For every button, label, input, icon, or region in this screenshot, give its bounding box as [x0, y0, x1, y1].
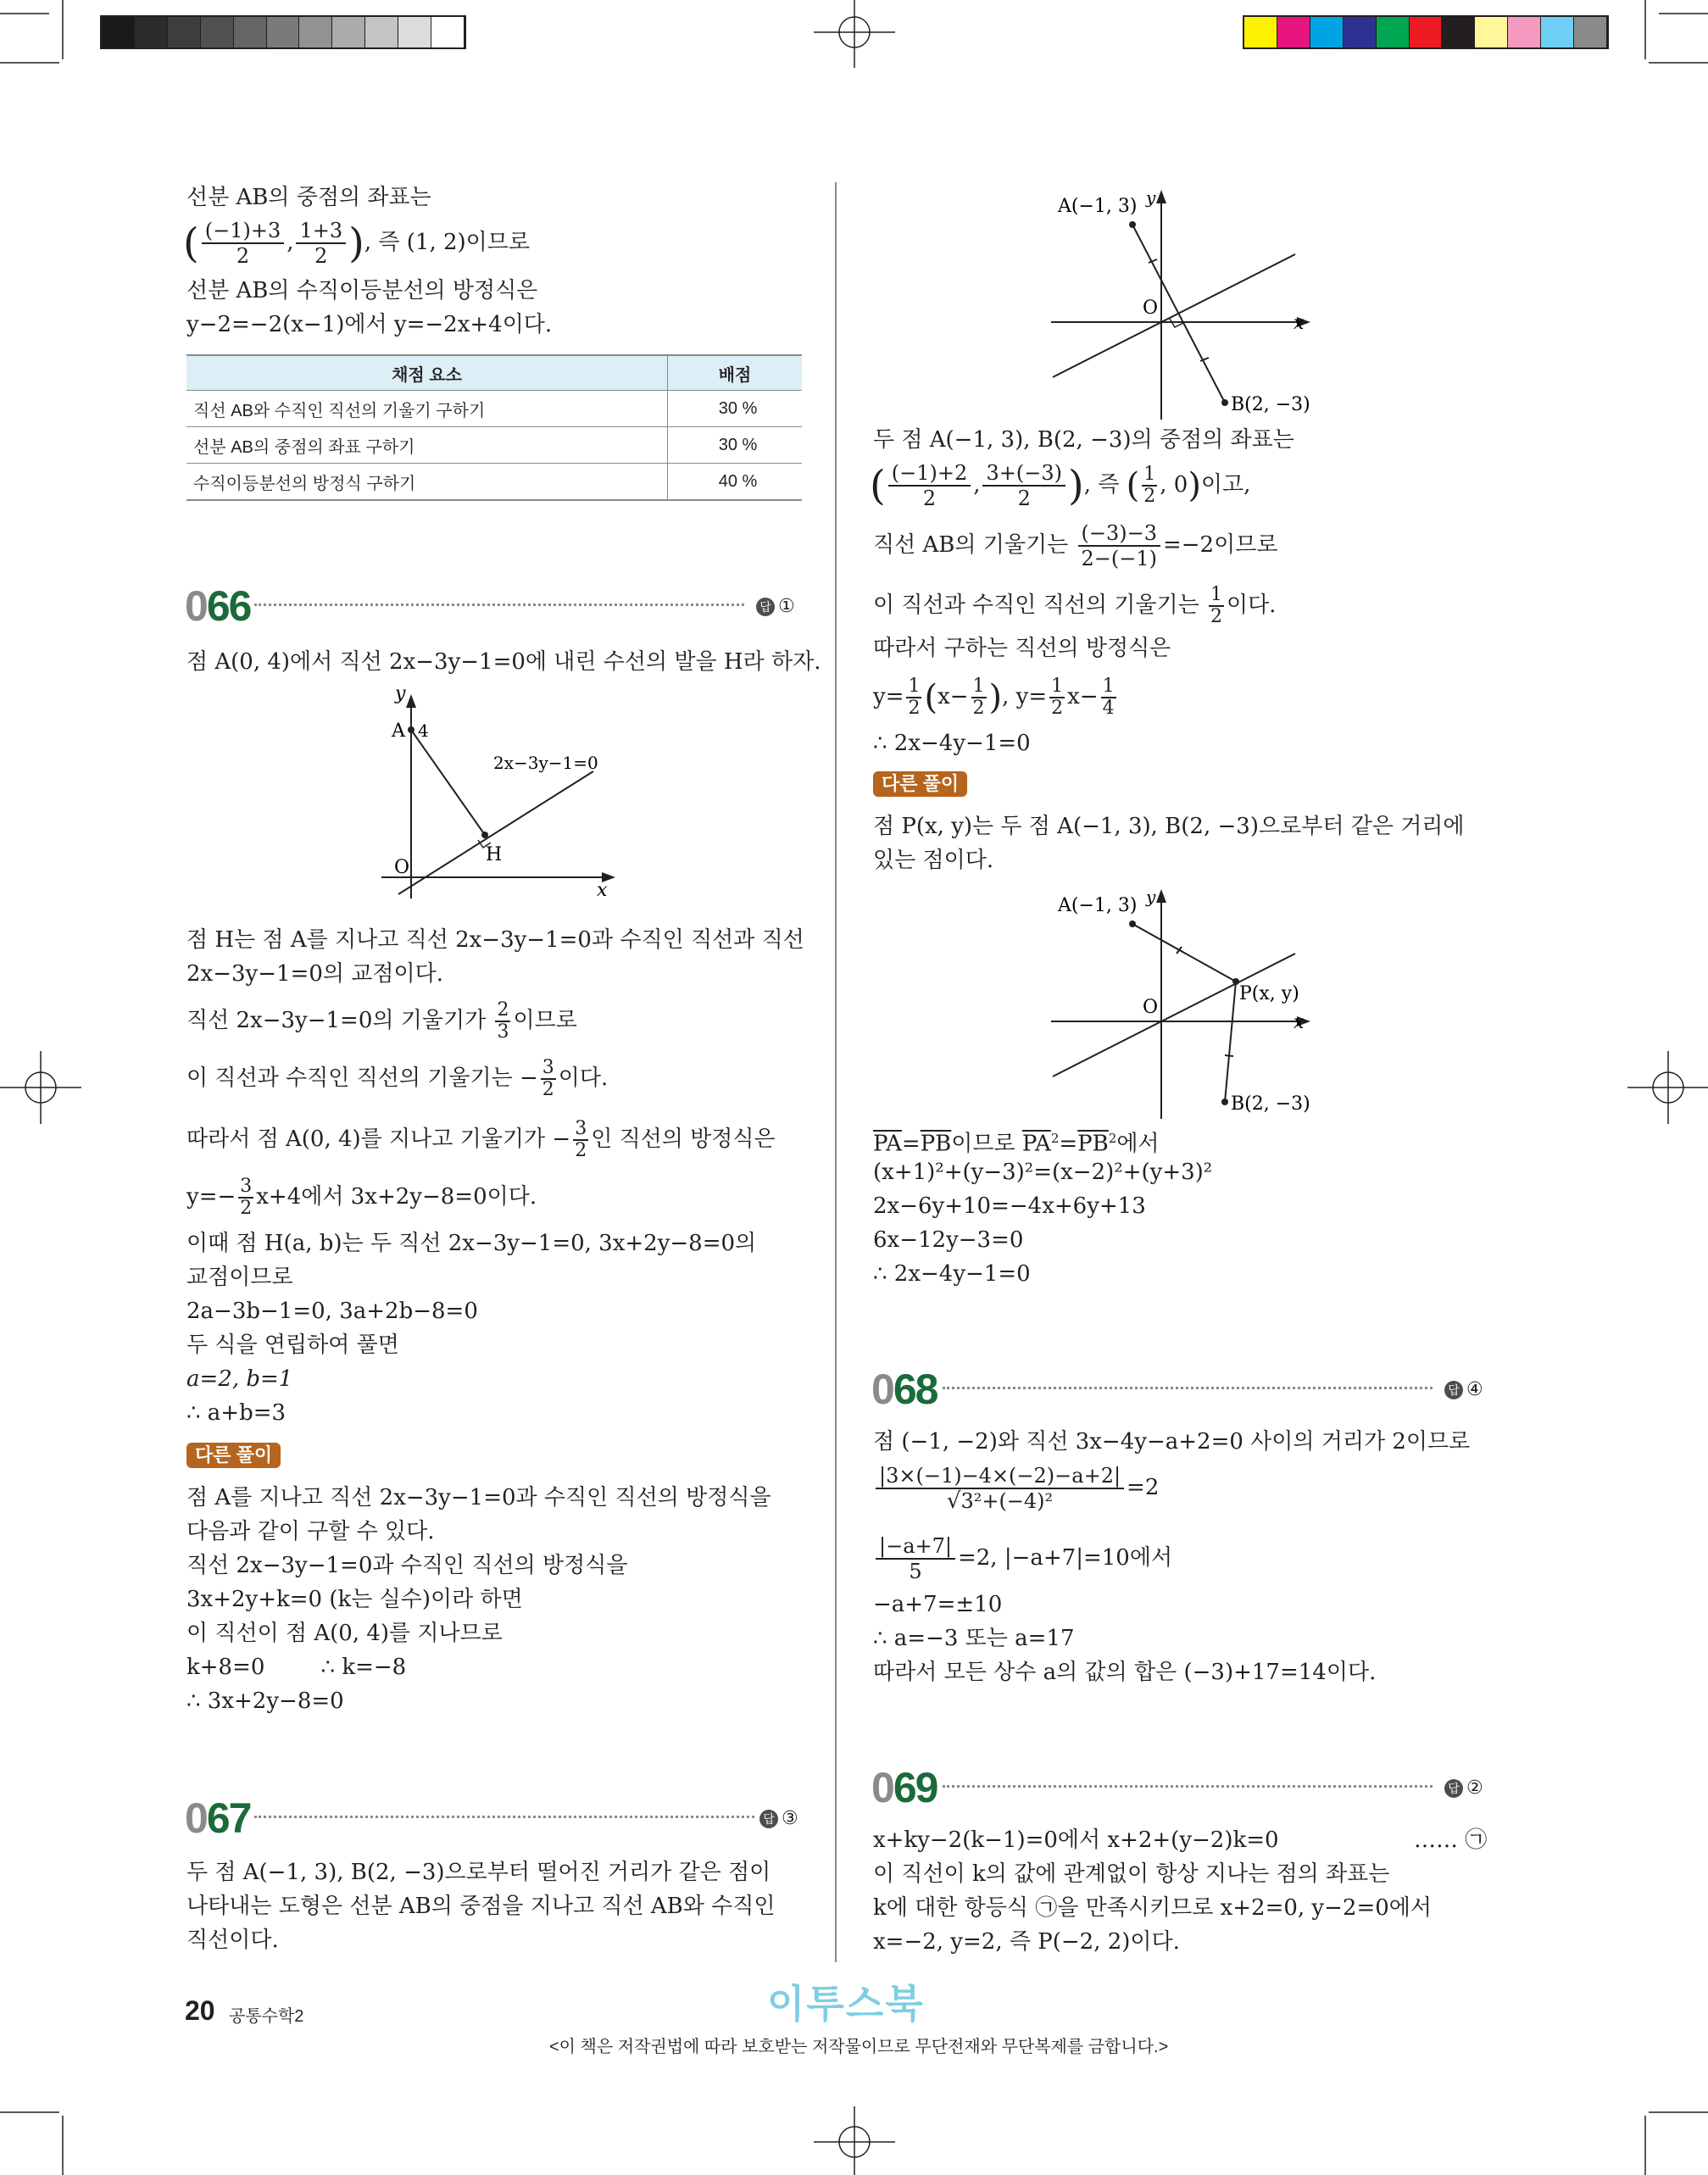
frac-num: (−1)+3 [202, 219, 284, 244]
graph-067-a [1043, 186, 1331, 424]
p68-line-3: $\frac{|-a+7|}{5}$ =2, |−a+7|=10에서 [873, 1533, 1172, 1583]
p68-line-5: ∴ a=−3 또는 a=17 [873, 1626, 1075, 1651]
p66-alt-line-4: 3x+2y+k=0 (k는 실수)이라 하면 [186, 1587, 523, 1612]
table-cell-item: 직선 AB와 수직인 직선의 기울기 구하기 [186, 391, 668, 427]
answer-badge-066 [756, 595, 795, 617]
point-A [408, 726, 414, 733]
answer-badge-068 [1444, 1378, 1483, 1400]
label-x: x [597, 880, 608, 901]
p66-alt-line-7: ∴ 3x+2y−8=0 [186, 1688, 344, 1714]
answer-value: ③ [782, 1807, 798, 1828]
r-line-7: ∴ 2x−4y−1=0 [873, 731, 1031, 756]
point-P [1232, 978, 1239, 985]
problem-number-068: 068 [871, 1366, 937, 1413]
label-A: A(−1, 3) [1058, 895, 1138, 916]
label-y: y [395, 683, 406, 704]
answer-value: ① [778, 595, 795, 616]
p66-line-10: 2a−3b−1=0, 3a+2b−8=0 [186, 1299, 478, 1324]
p66-line-2: 점 H는 점 A를 지나고 직선 2x−3y−1=0과 수직인 직선과 직선 [186, 927, 804, 953]
r-eq-5: ∴ 2x−4y−1=0 [873, 1261, 1031, 1287]
table-cell-score: 30 % [668, 427, 803, 464]
p69-line-4: x=−2, y=2, 즉 P(−2, 2)이다. [873, 1929, 1180, 1955]
point-B [1221, 1099, 1228, 1105]
p68-line-1: 점 (−1, −2)와 직선 3x−4y−a+2=0 사이의 거리가 2이므로 [873, 1429, 1471, 1455]
table-header-row [186, 355, 802, 391]
segment-BP [1225, 982, 1236, 1102]
label-H: H [486, 844, 503, 865]
p67-line-2: 나타내는 도형은 선분 AB의 중점을 지나고 직선 AB와 수직인 [186, 1894, 776, 1919]
p66-line-4: 직선 2x−3y−1=0의 기울기가 $\frac{2}{3}$ 이므로 [186, 999, 577, 1043]
p66-line-9: 교점이므로 [186, 1265, 293, 1290]
dotted-leader [254, 1816, 754, 1818]
p69-line-2: 이 직선이 k의 값에 관계없이 항상 지나는 점의 좌표는 [873, 1861, 1390, 1887]
intro-line-2-tail: , 즉 (1, 2)이므로 [364, 230, 531, 255]
r-eq-3: 2x−6y+10=−4x+6y+13 [873, 1193, 1146, 1219]
r-eq-1: $\overline{PA}=\overline{PB}$이므로 $\overline{PA}^2=\overline{PB}^2$에서 [873, 1131, 1160, 1157]
alt-solution-badge-066: 다른 풀이 [186, 1443, 281, 1468]
r-line-2: ( $\frac{(-1)+2}{2}$ , $\frac{3+(-3)}{2}$ ), 즉 ( $\frac{1}{2}$ , 0)이고, [870, 461, 1251, 510]
p66-line-6: 따라서 점 A(0, 4)를 지나고 기울기가 − $\frac{3}{2}$ 인 직선의 방정식은 [186, 1118, 776, 1161]
point-A [1129, 221, 1136, 228]
label-x: x [1294, 1012, 1305, 1033]
label-P: P(x, y) [1239, 983, 1299, 1004]
dotted-leader [943, 1387, 1433, 1389]
answer-icon: 답 [756, 598, 775, 616]
intro-line-4: y−2=−2(x−1)에서 y=−2x+4이다. [186, 312, 553, 337]
label-4: 4 [418, 720, 429, 741]
p68-line-2: $\frac{|3\times(-1)-4\times(-2)-a+2|}{\text{√3²+(−4)²}}$ =2 [873, 1461, 1159, 1514]
intro-line-1: 선분 AB의 중점의 좌표는 [186, 185, 431, 210]
answer-icon: 답 [759, 1810, 778, 1828]
dotted-leader [254, 604, 744, 606]
label-O: O [1143, 997, 1159, 1018]
tick-mark [1225, 1055, 1233, 1056]
frac-den: 2 [314, 244, 328, 268]
p66-alt-line-5: 이 직선이 점 A(0, 4)를 지나므로 [186, 1621, 503, 1646]
copyright-notice: <이 책은 저작권법에 따라 보호받는 저작물이므로 무단전재와 무단복제를 금합니다.> [549, 2038, 1169, 2056]
point-B [1221, 399, 1228, 406]
label-y: y [1146, 187, 1156, 208]
p66-alt-line-3: 직선 2x−3y−1=0과 수직인 직선의 방정식을 [186, 1553, 628, 1578]
answer-icon: 답 [1444, 1381, 1463, 1399]
problem-number-066: 066 [185, 582, 251, 630]
problem-number-067: 067 [185, 1794, 251, 1842]
p66-line-8: 이때 점 H(a, b)는 두 직선 2x−3y−1=0, 3x+2y−8=0의 [186, 1231, 757, 1256]
sqrt-denominator: √3²+(−4)² [946, 1488, 1054, 1514]
answer-badge-067 [759, 1807, 798, 1829]
graph-066 [364, 682, 636, 903]
p66-line-7: y=− $\frac{3}{2}$ x+4에서 3x+2y−8=0이다. [186, 1176, 537, 1219]
point-H [481, 832, 488, 838]
label-B: B(2, −3) [1231, 394, 1310, 415]
label-A: A(−1, 3) [1058, 196, 1138, 217]
p66-alt-line-2: 다음과 같이 구할 수 있다. [186, 1519, 435, 1544]
label-O: O [394, 857, 410, 878]
table-cell-item: 선분 AB의 중점의 좌표 구하기 [186, 427, 668, 464]
separator: , [287, 230, 294, 255]
table-row [186, 464, 802, 501]
p66-line-12: a=2, b=1 [186, 1366, 293, 1392]
table-header-score: 배점 [668, 355, 803, 391]
table-header-item: 채점 요소 [186, 355, 668, 391]
segment-AP [1132, 924, 1236, 982]
p66-alt-line-1: 점 A를 지나고 직선 2x−3y−1=0과 수직인 직선의 방정식을 [186, 1485, 771, 1510]
p67-line-1: 두 점 A(−1, 3), B(2, −3)으로부터 떨어진 거리가 같은 점이 [186, 1860, 771, 1885]
answer-icon: 답 [1444, 1779, 1463, 1798]
dotted-leader [943, 1785, 1433, 1788]
r-line-1: 두 점 A(−1, 3), B(2, −3)의 중점의 좌표는 [873, 427, 1294, 453]
p68-line-4: −a+7=±10 [873, 1592, 1003, 1617]
label-O: O [1143, 298, 1159, 319]
label-x: x [1294, 313, 1305, 334]
p66-line-1: 점 A(0, 4)에서 직선 2x−3y−1=0에 내린 수선의 발을 H라 하자. [186, 649, 821, 675]
table-cell-score: 40 % [668, 464, 803, 501]
line-2x-3y-1 [398, 771, 593, 894]
p69-line-3: k에 대한 항등식 ㉠을 만족시키므로 x+2=0, y−2=0에서 [873, 1895, 1433, 1921]
p66-line-3: 2x−3y−1=0의 교점이다. [186, 961, 443, 987]
r-eq-4: 6x−12y−3=0 [873, 1227, 1024, 1253]
alt-solution-badge-067: 다른 풀이 [873, 771, 967, 797]
table-row [186, 391, 802, 427]
intro-line-3: 선분 AB의 수직이등분선의 방정식은 [186, 278, 538, 303]
p69-line-1-tag: …… ㉠ [1414, 1827, 1488, 1853]
table-row [186, 427, 802, 464]
p69-line-1: x+ky−2(k−1)=0에서 x+2+(y−2)k=0 [873, 1827, 1279, 1853]
p67-line-3: 직선이다. [186, 1927, 279, 1953]
answer-value: ② [1466, 1777, 1483, 1798]
frac-den: 2 [236, 244, 250, 268]
segment-AH [411, 730, 485, 835]
intro-line-2: ( $\frac{(-1)+3}{2}$ , $\frac{1+3}{2}$ ), 즉 (1, 2)이므로 [183, 219, 531, 268]
p66-line-13: ∴ a+b=3 [186, 1400, 287, 1426]
r-line-9: 있는 점이다. [873, 848, 994, 873]
book-title: 공통수학2 [229, 2007, 304, 2026]
frac-num: 1+3 [296, 219, 346, 244]
answer-value: ④ [1466, 1378, 1483, 1399]
table-cell-item: 수직이등분선의 방정식 구하기 [186, 464, 668, 501]
label-y: y [1146, 887, 1156, 907]
scoring-table [186, 354, 802, 501]
r-line-8: 점 P(x, y)는 두 점 A(−1, 3), B(2, −3)으로부터 같은 거리에 [873, 814, 1465, 839]
r-line-3: 직선 AB의 기울기는 $\frac{(-3)-3}{2-(-1)}$ =−2이므로 [873, 521, 1278, 570]
problem-number-069: 069 [871, 1764, 937, 1811]
label-A: A [392, 720, 405, 742]
label-B: B(2, −3) [1231, 1093, 1310, 1115]
table-cell-score: 30 % [668, 391, 803, 427]
page-number: 20 [185, 1995, 215, 2026]
perpendicular-bisector [1053, 954, 1295, 1076]
label-line: 2x−3y−1=0 [493, 753, 598, 773]
perpendicular-bisector [1053, 254, 1295, 377]
r-line-6: y= $\frac{1}{2}$ (x− $\frac{1}{2}$ ), y= $\frac{1}{2}$ x− $\frac{1}{4}$ [873, 676, 1115, 719]
p66-line-5: 이 직선과 수직인 직선의 기울기는 − $\frac{3}{2}$ 이다. [186, 1057, 609, 1100]
r-line-5: 따라서 구하는 직선의 방정식은 [873, 636, 1171, 661]
answer-badge-069 [1444, 1777, 1483, 1799]
publisher-watermark: 이투스북 [767, 1982, 925, 2026]
p68-line-6: 따라서 모든 상수 a의 값의 합은 (−3)+17=14이다. [873, 1660, 1377, 1685]
r-eq-2: (x+1)²+(y−3)²=(x−2)²+(y+3)² [873, 1160, 1213, 1185]
r-line-4: 이 직선과 수직인 직선의 기울기는 $\frac{1}{2}$ 이다. [873, 584, 1277, 627]
p66-alt-line-6: k+8=0 ∴ k=−8 [186, 1655, 407, 1680]
p66-line-11: 두 식을 연립하여 풀면 [186, 1332, 399, 1358]
graph-067-b [1043, 886, 1331, 1123]
point-A [1129, 921, 1136, 927]
